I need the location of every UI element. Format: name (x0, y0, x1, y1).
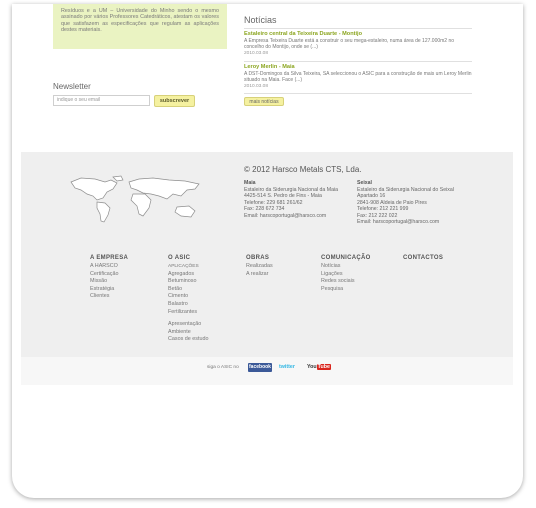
footer-col-title[interactable]: COMUNICAÇÃO (321, 255, 371, 261)
office-line: Fax: 228 672 734 (244, 206, 285, 212)
news-date: 2010.03.08 (244, 84, 269, 90)
footer-link[interactable]: Fertilizantes (168, 308, 198, 315)
office-email-link[interactable]: Email: harscoportugal@harsco.com (357, 219, 440, 225)
footer (21, 152, 513, 357)
footer-link[interactable]: Betão (168, 285, 183, 292)
news-divider (244, 61, 472, 62)
news-headline-link[interactable]: Estaleiro central da Teixeira Duarte - Montijo (244, 31, 363, 37)
more-news-button[interactable]: mais notícias (244, 97, 284, 106)
news-body: A Empresa Teixeira Duarte está a construir o seu mega-estaleiro, numa área de 127.000m2 no concelho do Montijo, onde se (...) (244, 38, 455, 51)
social-label: siga o ASIC no (207, 365, 239, 370)
footer-link[interactable]: Pesquisa (321, 285, 344, 292)
footer-link[interactable]: Certificação (90, 270, 119, 277)
office-line: Estaleiro da Siderurgia Nacional do Seixal (357, 186, 454, 193)
office-line: Telefone: 212 221 999 (357, 206, 409, 212)
footer-link[interactable]: Casos de estudo (168, 336, 209, 343)
office-line: Estaleiro da Siderurgia Nacional da Maia (244, 186, 339, 193)
footer-col-empresa (90, 255, 128, 301)
world-map-icon (67, 174, 207, 224)
footer-link[interactable]: Redes sociais (321, 278, 355, 285)
subscribe-button[interactable]: subscrever (154, 95, 195, 107)
footer-link[interactable]: A HARSCO (90, 263, 118, 270)
footer-link[interactable]: A realizar (246, 270, 269, 277)
footer-link[interactable]: Missão (90, 278, 108, 285)
page-frame (12, 4, 523, 498)
youtube-icon[interactable] (307, 363, 331, 372)
footer-subtitle: APLICAÇÕES (168, 264, 199, 270)
newsletter-title: Newsletter (53, 82, 91, 91)
footer-col-title[interactable]: O ASIC (168, 255, 191, 261)
footer-col-title[interactable]: CONTACTOS (403, 255, 444, 261)
office-line: 2841-908 Aldeia de Paio Pires (357, 199, 427, 206)
footer-col-obras (246, 255, 273, 278)
news-divider (244, 28, 472, 29)
footer-col-contactos (403, 255, 443, 263)
footer-link[interactable]: Realizadas (246, 263, 273, 270)
news-title: Notícias (244, 15, 277, 25)
footer-link[interactable]: Balastro (168, 301, 188, 308)
news-date: 2010.03.08 (244, 51, 269, 57)
office-line: Apartado 16 (357, 193, 386, 199)
footer-col-title[interactable]: OBRAS (246, 255, 270, 261)
footer-col-title[interactable]: A EMPRESA (90, 255, 129, 261)
office-line: Fax: 212 222 022 (357, 212, 398, 219)
news-divider (244, 93, 472, 94)
news-body: A DST-Domingos da Silva Teixeira, SA seleccionou o ASIC para a construção de mais um Leroy Merlin situado na Maia. Face (...) (244, 71, 472, 84)
footer-link[interactable]: Betuminoso (168, 278, 197, 285)
office-email-link[interactable]: Email: harscoportugal@harsco.com (244, 212, 327, 219)
footer-link[interactable]: Ligações (321, 270, 343, 277)
footer-link[interactable]: Ambiente (168, 328, 191, 335)
footer-link[interactable]: Estratégia (90, 285, 115, 292)
office-line: Telefone: 229 681 261/62 (244, 199, 303, 206)
news-item (244, 64, 474, 89)
youtube-tube: Tube (317, 364, 330, 370)
footer-col-comunicacao (321, 255, 371, 293)
intro-text: Resíduos e a UM – Universidade do Minho sendo o mesmo assinado por vários Professores Catedráticos, atestam os valores que satisfazem as especificações que regulam as aplicações destes materiais. (61, 8, 219, 34)
footer-link[interactable]: Apresentação (168, 321, 202, 328)
office-maia (244, 180, 338, 219)
facebook-icon[interactable]: facebook (249, 364, 271, 370)
newsletter-email-input[interactable]: indique o seu email (53, 95, 150, 106)
office-line: 4425-514 S. Pedro de Fins - Maia (244, 193, 322, 199)
news-item (244, 31, 474, 56)
footer-link[interactable]: Notícias (321, 263, 341, 270)
news-headline-link[interactable]: Leroy Merlin - Maia (244, 64, 295, 70)
footer-link[interactable]: Agregados (168, 270, 195, 277)
office-seixal (357, 180, 454, 226)
office-title: Seixal (357, 180, 372, 186)
twitter-icon[interactable]: twitter (279, 364, 295, 370)
copyright: © 2012 Harsco Metals CTS, Lda. (244, 165, 362, 174)
intro-box (53, 4, 227, 49)
office-title: Maia (244, 180, 256, 186)
youtube-you: You (307, 364, 317, 370)
footer-col-asic (168, 255, 208, 344)
footer-link[interactable]: Cimento (168, 293, 189, 300)
footer-link[interactable]: Clientes (90, 293, 110, 300)
